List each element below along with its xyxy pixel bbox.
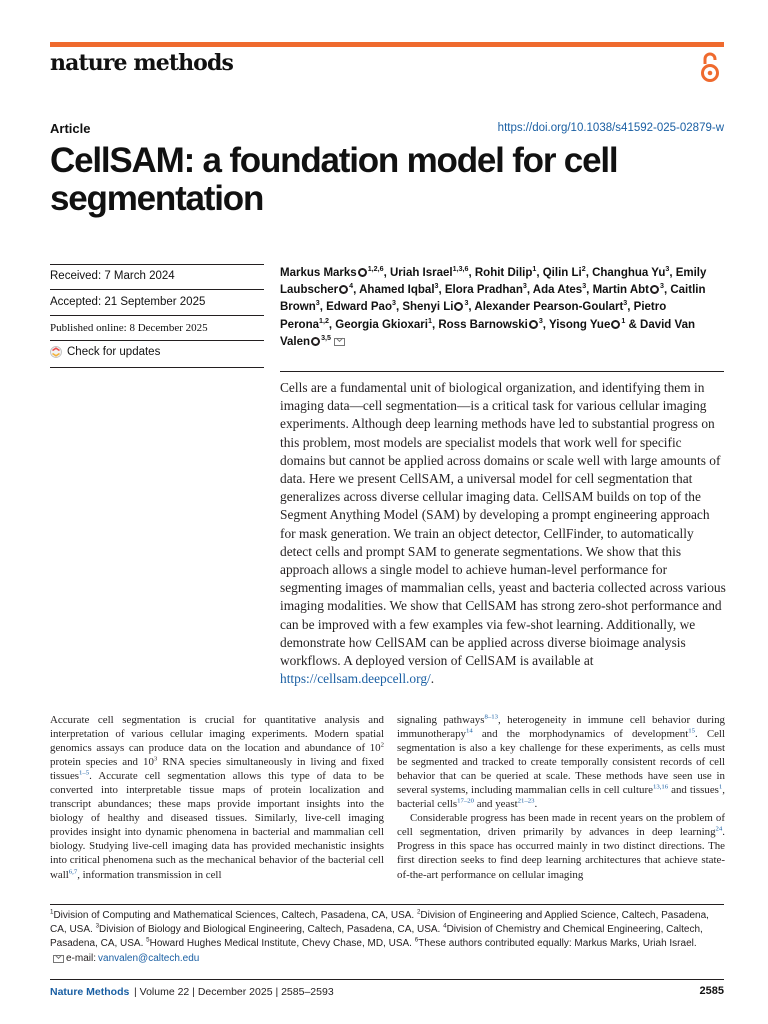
dates-rule-bottom: [50, 367, 264, 368]
citation-ref[interactable]: 14: [465, 727, 473, 735]
author-affiliation: 3: [391, 299, 396, 308]
superscript: 5: [146, 937, 150, 945]
author-name: Georgia Gkioxari: [335, 318, 428, 331]
author-name: Caitlin Brown: [280, 284, 706, 314]
page-number: 2585: [699, 985, 724, 997]
open-access-icon[interactable]: [699, 51, 721, 85]
author-affiliation: 3: [623, 299, 628, 308]
author-affiliation: 3: [660, 282, 664, 291]
author-affiliation: 2: [581, 265, 586, 274]
author-affiliation: 1,2: [319, 316, 329, 325]
orcid-icon[interactable]: [358, 268, 367, 277]
citation-ref[interactable]: 17–20: [457, 797, 475, 805]
citation-ref[interactable]: 6,7: [68, 867, 78, 875]
abstract: [280, 379, 728, 688]
header-accent-rule: [50, 42, 724, 47]
citation-ref[interactable]: 21–23: [517, 797, 535, 805]
footer-volume-info: | Volume 22 | December 2025 | 2585–2593: [134, 986, 334, 998]
author-affiliation: 1: [621, 316, 626, 325]
author-affiliation: 3: [464, 299, 469, 308]
superscript: 3: [95, 922, 100, 930]
author-name: Markus Marks: [280, 267, 357, 279]
superscript: 2: [416, 908, 421, 916]
citation-ref[interactable]: 13,16: [652, 783, 669, 791]
orcid-icon[interactable]: [529, 320, 538, 329]
email-label: e-mail:: [66, 952, 97, 964]
dates-rule: [50, 289, 264, 290]
author-name: Qilin Li: [542, 267, 582, 279]
author-affiliation: 3: [665, 265, 670, 274]
author-affiliation: 1: [532, 265, 537, 274]
author-name: Pietro Perona: [280, 301, 667, 331]
author-affiliation: 1,3,6: [452, 265, 469, 274]
abstract-rule: [280, 371, 724, 372]
body-column-left: [50, 713, 384, 882]
author-name: Alexander Pearson-Goulart: [474, 301, 624, 314]
received-date: Received: 7 March 2024: [50, 270, 175, 282]
superscript: 4: [443, 922, 447, 930]
doi-link[interactable]: https://doi.org/10.1038/s41592-025-02879-w: [497, 122, 724, 134]
author-name: Changhua Yu: [592, 267, 666, 279]
author-name: Ross Barnowski: [438, 318, 528, 331]
orcid-icon[interactable]: [339, 285, 348, 294]
superscript: 6: [414, 937, 419, 945]
mail-icon: [53, 955, 64, 963]
email-link[interactable]: vanvalen@caltech.edu: [98, 952, 200, 964]
affiliations: [50, 909, 720, 966]
author-name: Ahamed Iqbal: [359, 284, 435, 297]
footer-journal-link[interactable]: Nature Methods: [50, 986, 130, 998]
affiliations-text: $^1$Division of Computing and Mathematical Sciences, Caltech, Pasadena, CA, USA. $^2$Division of Engineering and Applied Science, Caltech, Pasadena, CA, USA. $^3$Division of Biology and Biological Engineering, Caltech, Pasadena, CA, USA. $^4$Division of Chemistry and Chemical Engineering, Caltech, Pasadena, CA, USA. $^5$Howard Hughes Medical Institute, Chevy Chase, MD, USA. $^6$These authors contributed equally: Markus Marks, Uriah Israel.: [50, 908, 709, 950]
citation-ref[interactable]: 1: [718, 783, 723, 791]
abstract-text: Cells are a fundamental unit of biological organization, and identifying them in imaging data—cell segmentation—is a critical task for various cellular imaging experiments. Although deep learning methods have led to substantial progress on this problem, most models are specialist models that work well for specific domains but cannot be applied across domains or scale well with large amounts of data. Here we present CellSAM, a universal model for cell segmentation that generalizes across diverse cellular imaging data. CellSAM builds on top of the Segment Anything Model (SAM) by developing a prompt engineering approach for mask generation. We train an object detector, CellFinder, to automatically detect cells and prompt SAM to generate segmentations. We show that this approach allows a single model to achieve human-level performance for segmenting images of mammalian cells, yeast and bacteria collected across various imaging modalities. We show that CellSAM has strong zero-shot performance and can be improved with a few examples via few-shot learning. Additionally, we demonstrate how CellSAM can be applied across diverse bioimage analysis workflows. A deployed version of CellSAM is available at: [280, 380, 726, 669]
author-name: Rohit Dilip: [474, 267, 533, 279]
author-name: Shenyi Li: [402, 301, 454, 314]
author-name: Uriah Israel: [389, 267, 453, 279]
author-affiliation: 3: [315, 299, 320, 308]
accepted-date: Accepted: 21 September 2025: [50, 296, 206, 308]
article-title: CellSAM: a foundation model for cell segmentation: [50, 141, 618, 218]
dates-rule: [50, 340, 264, 341]
citation-ref[interactable]: 24: [715, 825, 723, 833]
author-name: Yisong Yue: [548, 318, 611, 331]
abstract-end: .: [430, 671, 435, 687]
author-name: Emily Laubscher: [280, 267, 707, 297]
check-for-updates-button[interactable]: [50, 346, 160, 358]
affiliations-rule: [50, 904, 724, 905]
superscript: 1: [50, 908, 54, 916]
orcid-icon[interactable]: [454, 302, 463, 311]
corresponding-email: [50, 952, 720, 966]
body-paragraph: Considerable progress has been made in recent years on the problem of cell segmentation, driven primarily by advances in deep learning$^{24}$. Progress in this space has occurred mainly in two distinct directions. The first direction seeks to find deep learning architectures that achieve state-of-the-art performance on cellular imaging: [397, 812, 725, 881]
dates-rule: [50, 315, 264, 316]
published-date: Published online: 8 December 2025: [50, 322, 208, 334]
body-paragraph: Accurate cell segmentation is crucial for quantitative analysis and interpretation of various cellular imaging experiments. Modern spatial genomics assays can produce data on the location and abundance of $10^2$ protein species and $10^3$ RNA species simultaneously in living and fixed tissues$^{1-5}$. Accurate cell segmentation allows this type of data to be converted into interpretable tissue maps of protein localization and transcript abundances; these maps provide important insights into the biology of healthy and diseased tissues. Similarly, live-cell imaging provides insight into dynamic phenomena in bacterial and mammalian cell biology. Studying live-cell imaging data has provided mechanistic insights into critical phenomena such as the mechanical behavior of the bacterial cell wall$^{6,7}$, information transmission in cell: [50, 714, 384, 881]
author-affiliation: 1: [427, 316, 432, 325]
mail-icon: [334, 338, 345, 346]
article-type: Article: [50, 121, 91, 136]
dates-rule-top: [50, 264, 264, 265]
body-paragraph: signaling pathways$^{8-13}$, heterogeneity in immune cell behavior during immunotherapy$^{14}$ and the morphodynamics of development$^{15}$. Cell segmentation is also a key challenge for these experiments, as cells must be segmented and tracked to create temporally consistent records of cell behavior that can be queried at scale. These methods have seen use in several systems, including mammalian cells in cell culture$^{13,16}$ and tissues$^1$, bacterial cells$^{17-20}$ and yeast$^{21-23}$.: [397, 713, 726, 811]
orcid-icon[interactable]: [650, 285, 659, 294]
author-name: Ada Ates: [532, 284, 583, 297]
citation-ref[interactable]: 15: [688, 727, 695, 735]
author-name: David Van Valen: [280, 318, 695, 348]
author-list: Markus Marks $^{1,2,6}$, Uriah Israel$^{1,3,6}$, Rohit Dilip$^1$, Qilin Li$^2$, Changhua Yu$^3$, Emily Laubscher $^4$, Ahamed Iqbal$^3$, Elora Pradhan$^3$, Ada Ates$^3$, Martin Abt $^3$, Caitlin Brown$^3$, Edward Pao$^3$, Shenyi Li $^3$, Alexander Pearson-Goulart$^3$, Pietro Perona$^{1,2}$, Georgia Gkioxari$^1$, Ross Barnowski $^3$, Yisong Yue $^1$ & David Van Valen $^{3,5}$: [280, 265, 707, 348]
author-name: Edward Pao: [326, 301, 392, 314]
citation-ref[interactable]: 8–13: [484, 713, 498, 721]
body-column-right: [397, 713, 725, 882]
footer-rule: [50, 979, 724, 980]
author-affiliation: 3: [582, 282, 587, 291]
author-affiliation: 3: [434, 282, 439, 291]
journal-logo[interactable]: nature methods: [50, 50, 233, 76]
superscript: 2: [380, 741, 384, 749]
author-name: Elora Pradhan: [444, 284, 523, 297]
check-updates-icon: [50, 346, 62, 358]
check-updates-label: Check for updates: [67, 346, 161, 358]
superscript: 3: [153, 755, 158, 763]
author-affiliation: 4: [349, 282, 354, 291]
citation-ref[interactable]: 1–5: [79, 769, 90, 777]
orcid-icon[interactable]: [311, 337, 320, 346]
author-affiliation: 1,2,6: [367, 265, 384, 274]
orcid-icon[interactable]: [611, 320, 620, 329]
author-affiliation: 3: [538, 316, 543, 325]
cellsam-link[interactable]: https://cellsam.deepcell.org/: [280, 671, 431, 687]
author-affiliation: 3: [522, 282, 527, 291]
author-name: Martin Abt: [592, 284, 649, 297]
author-affiliation: 3,5: [321, 333, 331, 342]
